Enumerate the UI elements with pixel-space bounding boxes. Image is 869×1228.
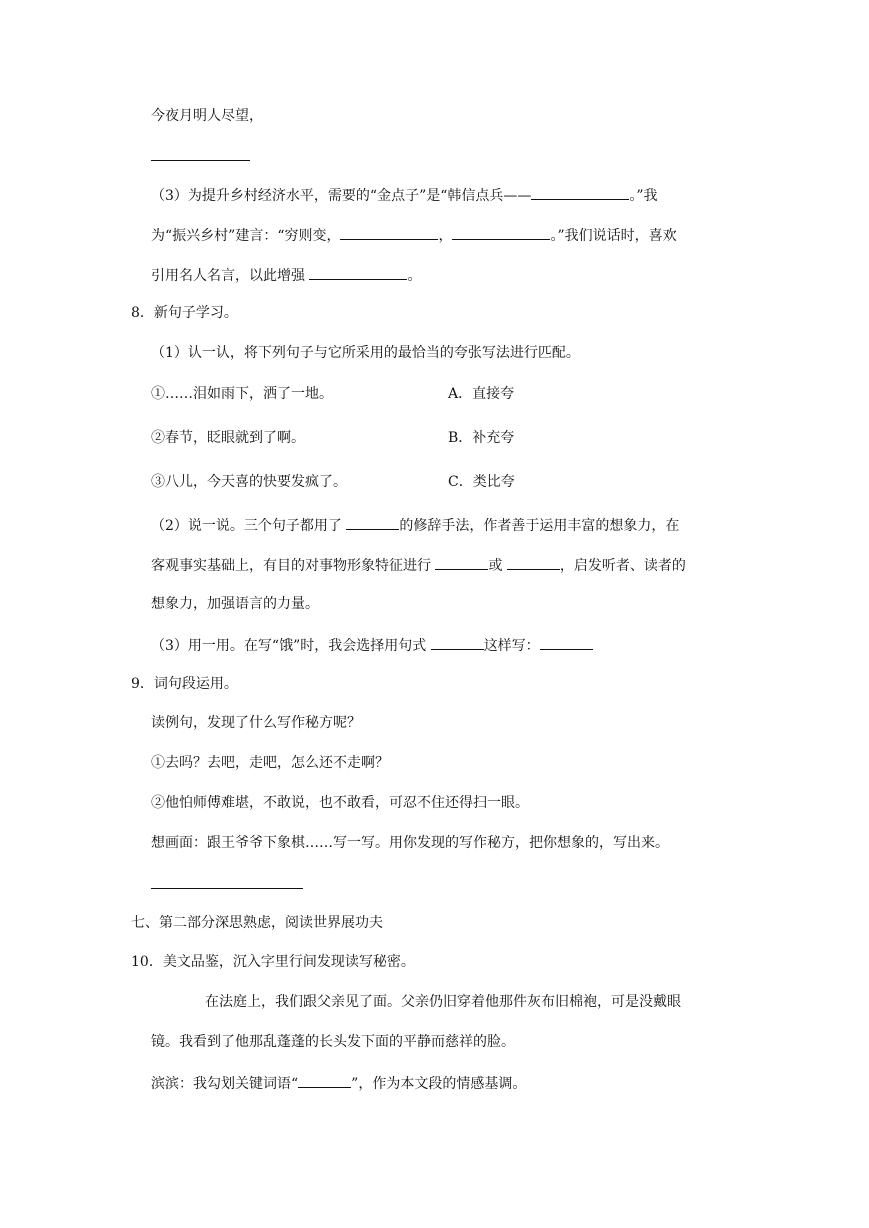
poem-line: 今夜月明人尽望，	[151, 108, 263, 124]
q8-part2-line1	[151, 515, 679, 535]
section-title: 七、第二部分深思熟虑，阅读世界展功夫	[131, 915, 383, 931]
q9-title: 9．词句段运用。	[131, 676, 238, 692]
q8-title: 8．新句子学习。	[131, 305, 238, 321]
answer-blank[interactable]	[531, 185, 629, 200]
text: （3）用一用。在写“饿”时，我会选择用句式	[151, 638, 427, 654]
text: ，	[438, 228, 453, 244]
q10-passage-line1: 在法庭上，我们跟父亲见了面。父亲仍旧穿着他那件灰布旧棉袍，可是没戴眼	[205, 994, 681, 1010]
match-option-a: A．直接夸	[448, 386, 515, 402]
text: （2）说一说。三个句子都用了	[151, 518, 342, 534]
q7-part3-line2	[151, 225, 677, 245]
text: ，启发听者、读者的	[559, 558, 686, 574]
text: 为“振兴乡村”建言：“穷则变，	[151, 228, 341, 244]
q8-part1: （1）认一认，将下列句子与它所采用的最恰当的夸张写法进行匹配。	[151, 345, 580, 361]
q10-title: 10．美文品鉴，沉入字里行间发现读写秘密。	[131, 954, 415, 970]
text: （3）为提升乡村经济水平，需要的“金点子”是“韩信点兵——	[151, 188, 532, 204]
q10-passage-line2: 镜。我看到了他那乱蓬蓬的长头发下面的平静而慈祥的脸。	[151, 1034, 515, 1050]
q10-binbin-line	[151, 1073, 526, 1093]
q9-line1: 读例句，发现了什么写作秘方呢？	[151, 715, 361, 731]
answer-blank[interactable]	[340, 225, 438, 240]
answer-blank[interactable]	[346, 515, 399, 530]
answer-blank[interactable]	[309, 265, 407, 280]
text: ”，作为本文段的情感基调。	[351, 1076, 527, 1092]
text: 。	[407, 268, 422, 284]
q8-part2-line3: 想象力，加强语言的力量。	[151, 596, 319, 612]
q9-line4: 想画面：跟王爷爷下象棋……写一写。用你发现的写作秘方，把你想象的，写出来。	[151, 835, 669, 851]
q9-line3: ②他怕师傅难堪，不敢说，也不敢看，可忍不住还得扫一眼。	[151, 795, 529, 811]
q8-part2-line2	[151, 555, 686, 575]
text: 的修辞手法，作者善于运用丰富的想象力，在	[399, 518, 680, 534]
answer-blank-writing[interactable]	[151, 888, 303, 889]
text: 。”我	[629, 188, 658, 204]
text: 。”我们说话时，喜欢	[550, 228, 677, 244]
text: 引用名人名言，以此增强	[151, 268, 305, 284]
answer-blank[interactable]	[431, 635, 484, 650]
text: 客观事实基础上，有目的对事物形象特征进行	[151, 558, 431, 574]
answer-blank-poem[interactable]	[151, 160, 250, 161]
q8-part3	[151, 635, 593, 655]
answer-blank[interactable]	[507, 555, 560, 570]
answer-blank[interactable]	[540, 635, 593, 650]
match-sentence-1: ①……泪如雨下，洒了一地。	[151, 386, 333, 402]
text: 滨滨：我勾划关键词语“	[151, 1076, 299, 1092]
text: 或	[488, 558, 503, 574]
answer-blank[interactable]	[435, 555, 488, 570]
match-option-c: C．类比夸	[448, 474, 515, 490]
q9-line2: ①去吗？去吧，走吧，怎么还不走啊？	[151, 755, 389, 771]
match-sentence-2: ②春节，眨眼就到了啊。	[151, 430, 305, 446]
q7-part3-line3	[151, 265, 421, 285]
match-option-b: B．补充夸	[448, 430, 515, 446]
answer-blank[interactable]	[298, 1073, 351, 1088]
q7-part3-line1	[151, 185, 658, 205]
text: 这样写：	[483, 638, 540, 654]
answer-blank[interactable]	[452, 225, 550, 240]
match-sentence-3: ③八儿，今天喜的快要发疯了。	[151, 474, 347, 490]
